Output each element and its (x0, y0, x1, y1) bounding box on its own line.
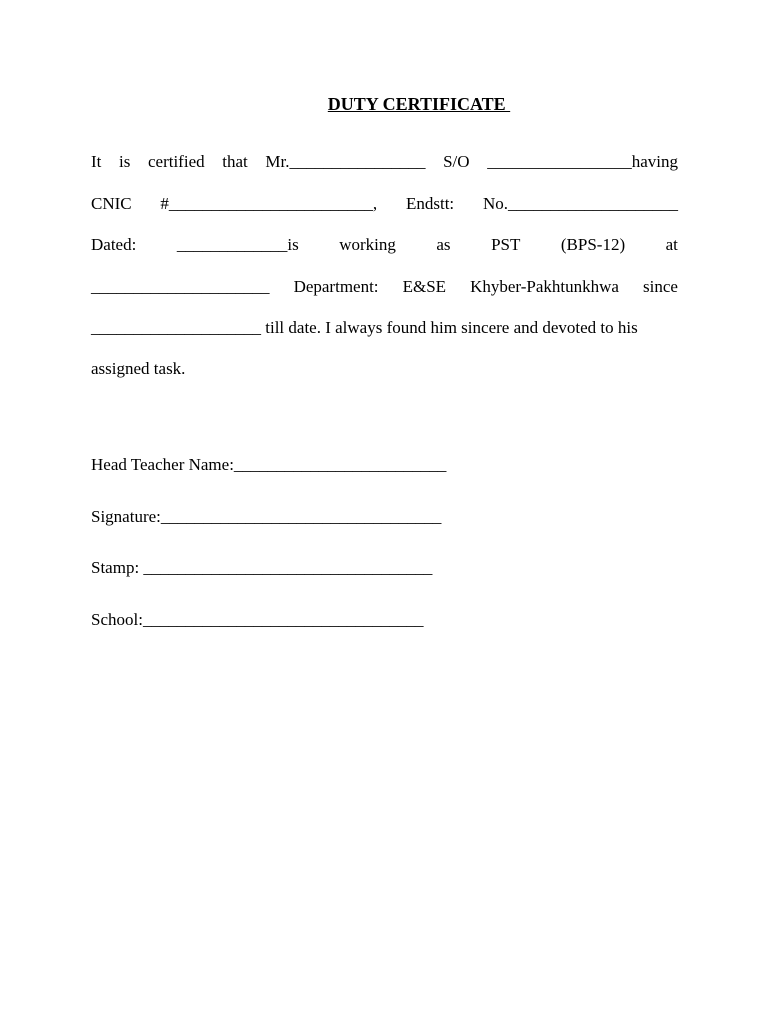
word: Dated: (91, 235, 137, 254)
cnic-blank: #________________________, (160, 194, 378, 213)
body-line-4 (91, 276, 678, 298)
head-teacher-name-field: Head Teacher Name:_________________________ (91, 455, 447, 474)
father-name-blank: _________________having (487, 152, 678, 171)
body-line-5 (91, 317, 678, 339)
stamp-field: Stamp: __________________________________ (91, 558, 433, 577)
word: (BPS-12) (560, 235, 626, 254)
word: It (91, 152, 102, 171)
school-field: School:_________________________________ (91, 610, 424, 629)
word: at (665, 235, 678, 254)
word: working (339, 235, 396, 254)
body-line-2 (91, 193, 678, 215)
word: PST (491, 235, 521, 254)
word: Khyber-Pakhtunkhwa (470, 277, 619, 296)
word: CNIC (91, 194, 132, 213)
document-title: DUTY CERTIFICATE (327, 94, 511, 114)
word: since (643, 277, 678, 296)
school-blank: _____________________ (91, 277, 270, 296)
word: Endstt: (405, 194, 455, 213)
endstt-no-blank: No.____________________ (482, 194, 678, 213)
body-line-3 (91, 234, 678, 256)
body-line-6 (91, 358, 678, 380)
name-blank: Mr.________________ (265, 152, 426, 171)
word: E&SE (402, 277, 447, 296)
word: Department: (293, 277, 379, 296)
word: is (119, 152, 131, 171)
body-line-1 (91, 151, 678, 173)
word: certified (147, 152, 205, 171)
closing-text: assigned task. (91, 359, 186, 378)
word: that (222, 152, 248, 171)
word: as (436, 235, 451, 254)
word: S/O (443, 152, 470, 171)
dated-blank: _____________is (176, 235, 299, 254)
signature-field: Signature:_________________________________ (91, 507, 442, 526)
since-date-text: ____________________ till date. I always found him sincere and devoted to his (91, 318, 638, 337)
